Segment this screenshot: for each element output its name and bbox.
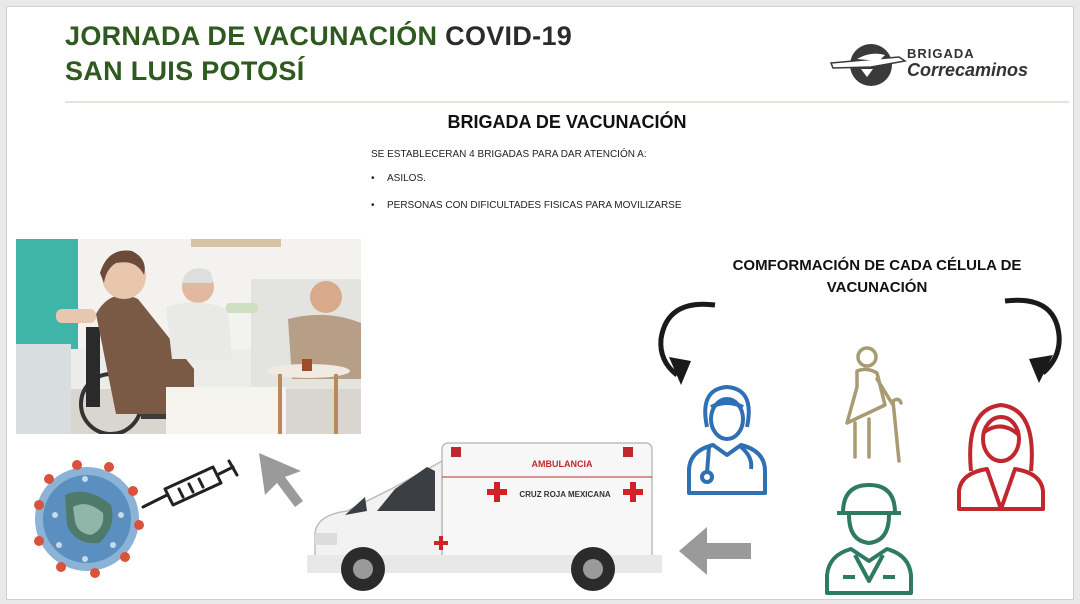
logo-text-correcaminos: Correcaminos: [907, 60, 1029, 80]
left-arrow-icon: [675, 521, 755, 581]
list-item: • ASILOS.: [371, 173, 426, 184]
bullet-list: [371, 173, 682, 227]
section-title: BRIGADA DE VACUNACIÓN: [447, 112, 687, 132]
syringe-icon: [139, 455, 247, 513]
title-line2: SAN LUIS POTOSÍ: [65, 56, 305, 86]
ambulance-image: [307, 437, 667, 597]
header-divider: [65, 101, 1069, 103]
virus-icon: [25, 455, 151, 581]
ambulance-top-label: AMBULANCIA: [531, 459, 593, 469]
vaccination-cell-title: COMFORMACIÓN DE CADA CÉLULA DE VACUNACIÓN: [732, 257, 1022, 296]
logo-text-brigada: BRIGADA: [907, 46, 975, 61]
ambulance-side-label: CRUZ ROJA MEXICANA: [519, 490, 611, 499]
cursor-arrow-icon: [253, 449, 309, 511]
title-part1: JORNADA DE VACUNACIÓN: [65, 21, 438, 51]
slide: [6, 6, 1074, 600]
soldier-icon: [821, 477, 917, 595]
roadrunner-circle-icon: [827, 41, 907, 89]
section-intro: SE ESTABLECERAN 4 BRIGADAS PARA DAR ATENCIÓN A:: [371, 149, 647, 160]
brigada-correcaminos-logo: [827, 41, 1042, 89]
page-title: [65, 19, 572, 89]
elderly-woman-icon: [833, 345, 907, 467]
list-item: • PERSONAS CON DIFICULTADES FISICAS PARA MOVILIZARSE: [371, 200, 682, 211]
woman-icon: [951, 393, 1051, 513]
title-part2: COVID-19: [445, 21, 573, 51]
nursing-home-photo: [16, 239, 361, 434]
curved-arrow-right-icon: [997, 291, 1073, 391]
nurse-icon: [679, 377, 775, 497]
